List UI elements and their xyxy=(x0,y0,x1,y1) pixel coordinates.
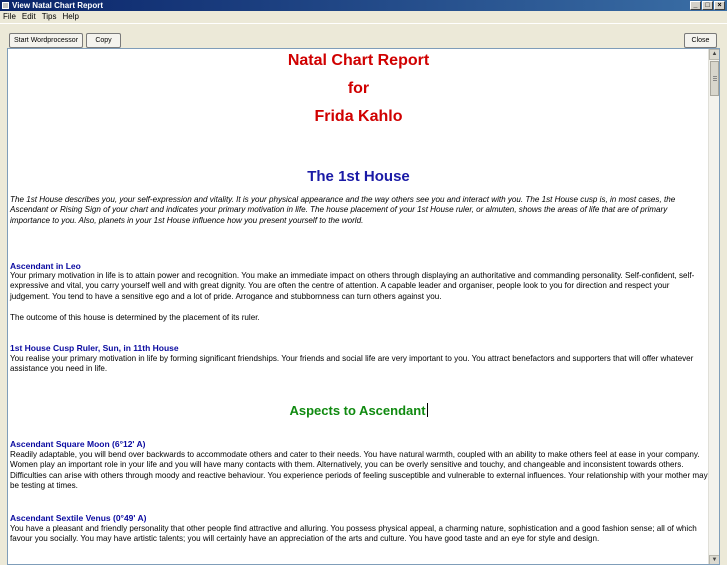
aspects-title-text: Aspects to Ascendant xyxy=(289,403,426,418)
start-wordprocessor-button[interactable]: Start Wordprocessor xyxy=(9,33,83,48)
toolbar xyxy=(0,23,727,48)
report-person-name: Frida Kahlo xyxy=(314,108,403,125)
window-title: View Natal Chart Report xyxy=(12,1,103,10)
moon-aspect-text: Readily adaptable, you will bend over backwards to accommodate others and cater to their needs. You have natural warmth, coupled with an ability to make others feel at ease in your company. Women play an important role in your life and you will have many contacts with them. Alternatively, you can be overly sensitive and touchy, and changeable and inconsistent towards others. Difficulties can arise with others through moody and reactive behaviour. You experience periods of feeling susceptible and vulnerable to external influences. Your relationship with your mother may be testing at times. xyxy=(10,450,708,491)
scroll-down-arrow-icon[interactable]: ▼ xyxy=(709,555,720,565)
close-window-button[interactable]: × xyxy=(714,1,725,10)
title-bar xyxy=(0,0,727,11)
report-title: Natal Chart Report xyxy=(287,52,430,69)
outcome-text: The outcome of this house is determined by the placement of its ruler. xyxy=(10,313,260,322)
aspects-section-title xyxy=(8,403,709,418)
scroll-thumb[interactable] xyxy=(710,61,719,96)
ascendant-heading: Ascendant in Leo xyxy=(10,261,81,271)
menu-help[interactable]: Help xyxy=(62,12,79,21)
app-icon xyxy=(2,2,9,9)
menu-tips[interactable]: Tips xyxy=(41,12,57,21)
report-body xyxy=(8,49,709,565)
ruler-heading: 1st House Cusp Ruler, Sun, in 11th House xyxy=(10,343,179,353)
menu-bar xyxy=(0,11,727,23)
text-cursor xyxy=(427,403,428,417)
minimize-button[interactable]: _ xyxy=(690,1,701,10)
house-intro-text: The 1st House describes you, your self-expression and vitality. It is your physical appearance and the way others see you and interact with you. The 1st House cusp is, in most cases, the Ascendant or Rising Sign of your chart and indicates your primary motivation in life. The house placement of your 1st House ruler, or almuten, shows the areas of life that are of primary importance to you. Also, planets in your 1st House influence how you present yourself to the world. xyxy=(10,195,676,225)
copy-button[interactable]: Copy xyxy=(86,33,121,48)
close-button[interactable]: Close xyxy=(684,33,717,48)
vertical-scrollbar[interactable] xyxy=(708,49,719,565)
moon-aspect-heading: Ascendant Square Moon (6°12' A) xyxy=(10,439,146,449)
menu-edit[interactable]: Edit xyxy=(21,12,36,21)
venus-aspect-text: You have a pleasant and friendly personality that other people find attractive and alluring. You possess physical appeal, a charming nature, sophistication and a good fashion sense; all of which favour you socially. You may have artistic talents; you will certainly have an appreciation of the arts and culture. You have good taste and an eye for style and design. xyxy=(10,524,697,544)
report-title-for: for xyxy=(347,80,370,97)
house-section-title: The 1st House xyxy=(307,168,410,185)
maximize-button[interactable]: □ xyxy=(702,1,713,10)
scroll-up-arrow-icon[interactable]: ▲ xyxy=(709,49,720,60)
ruler-text: You realise your primary motivation in life by forming significant friendships. Your friends and social life are very important to you. You attract benefactors and supporters that will offer whatever assistance you need in life. xyxy=(10,354,694,374)
window-controls xyxy=(690,1,725,10)
ascendant-text: Your primary motivation in life is to attain power and recognition. You make an immediate impact on others through displaying an authoritative and commanding personality. Self-confident, self-expressive and vital, you carry yourself well and with great dignity. You are often the centre of attention. A capable leader and organiser, people look to you for direction and respect your judgement. You tend to have a sensitive ego and a lot of pride. Arrogance and stubbornness can turn others against you. xyxy=(10,271,695,301)
venus-aspect-heading: Ascendant Sextile Venus (0°49' A) xyxy=(10,513,147,523)
menu-file[interactable]: File xyxy=(3,12,16,21)
report-viewer[interactable] xyxy=(7,48,720,565)
